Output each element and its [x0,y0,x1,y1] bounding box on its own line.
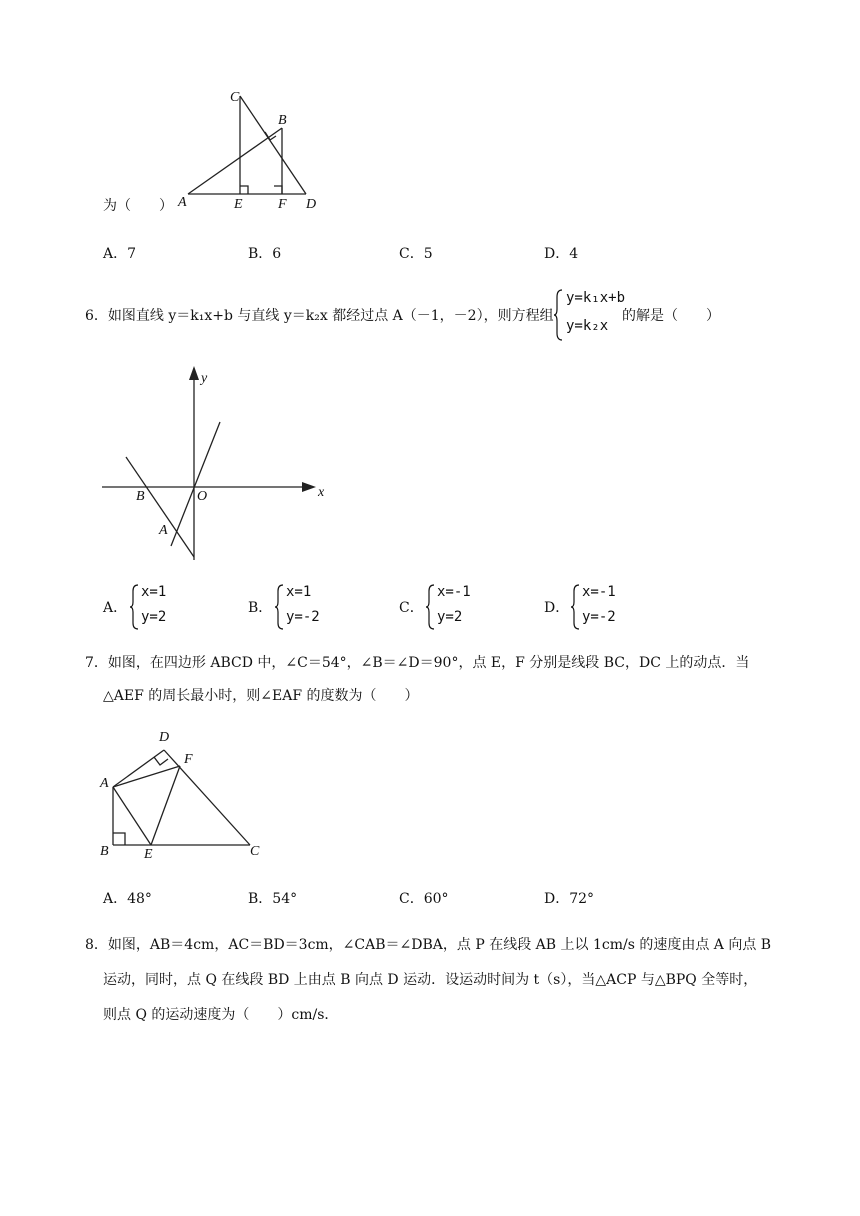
q6-system-brace [554,289,564,341]
q6-option-a-line2: y=2 [141,609,167,625]
q6-fig-label-x: x [318,485,325,500]
q6-option-d-label: D． [544,600,570,616]
q6-option-c [399,584,519,630]
q5-figure [170,80,330,215]
q6-option-b-line1: x=1 [286,584,312,600]
q6-system-line2: y=k₂x [566,318,609,334]
q5-fig-label-d: D [306,197,317,212]
q7-fig-label-a: A [100,776,109,791]
q6-stem-part2: 的解是（ ） [622,308,720,324]
q5-fig-label-f: F [278,197,287,212]
q6-option-b-brace [275,584,285,630]
q8-stem-line3: 则点 Q 的运动速度为（ ）cm/s． [103,1007,339,1023]
q7-option-b: B．54° [248,891,298,907]
q8-stem-line2: 运动，同时，点 Q 在线段 BD 上由点 B 向点 D 运动．设运动时间为 t（s），当△ACP 与△BPQ 全等时， [103,972,758,988]
q6-option-a-brace [130,584,140,630]
q5-option-d: D．4 [544,246,579,262]
q7-option-c: C．60° [399,891,449,907]
q5-option-a: A．7 [103,246,137,262]
q6-option-d-line2: y=-2 [582,609,616,625]
q6-figure [96,360,336,565]
q6-option-c-line2: y=2 [437,609,463,625]
q5-option-c: C．5 [399,246,433,262]
q7-fig-label-e: E [144,847,153,862]
q6-fig-label-b: B [136,489,145,504]
q6-option-c-brace [426,584,436,630]
q6-option-b-label: B． [248,600,273,616]
q5-fig-label-e: E [234,197,243,212]
q6-option-c-label: C． [399,600,424,616]
q7-fig-label-f: F [184,752,193,767]
q7-fig-label-c: C [250,844,260,859]
q7-stem-line2: △AEF 的周长最小时，则∠EAF 的度数为（ ） [103,688,419,704]
q5-fig-label-a: A [178,195,187,210]
q8-stem-line1: 8．如图，AB＝4cm，AC＝BD＝3cm，∠CAB＝∠DBA，点 P 在线段 AB 上以 1cm/s 的速度由点 A 向点 B [85,937,772,953]
q6-fig-label-a: A [159,523,168,538]
q6-option-b-line2: y=-2 [286,609,320,625]
q6-fig-label-o: O [197,489,208,504]
q6-stem-part1: 6．如图直线 y＝k₁x+b 与直线 y＝k₂x 都经过点 A（－1，－2），则方程组 [85,308,554,324]
q5-stem-tail: 为（ ） [103,198,173,214]
q7-fig-label-b: B [100,844,109,859]
q7-option-a: A．48° [103,891,152,907]
q5-fig-label-c: C [230,90,240,105]
q6-option-a-line1: x=1 [141,584,167,600]
q7-figure [96,725,276,865]
q6-option-d [544,584,664,630]
q6-system-line1: y=k₁x+b [566,290,626,306]
q6-option-a-label: A． [103,600,128,616]
q7-option-d: D．72° [544,891,595,907]
q6-equation-system [554,289,626,341]
q6-option-a [103,584,223,630]
q6-option-d-line1: x=-1 [582,584,616,600]
q6-option-d-brace [571,584,581,630]
q6-option-c-line1: x=-1 [437,584,471,600]
q6-fig-label-y: y [201,371,208,386]
q5-fig-label-b: B [278,113,287,128]
q7-stem-line1: 7．如图，在四边形 ABCD 中，∠C＝54°，∠B＝∠D＝90°，点 E，F 分别是线段 BC，DC 上的动点．当 [85,655,750,671]
q5-option-b: B．6 [248,246,282,262]
q6-option-b [248,584,368,630]
q7-fig-label-d: D [159,730,170,745]
